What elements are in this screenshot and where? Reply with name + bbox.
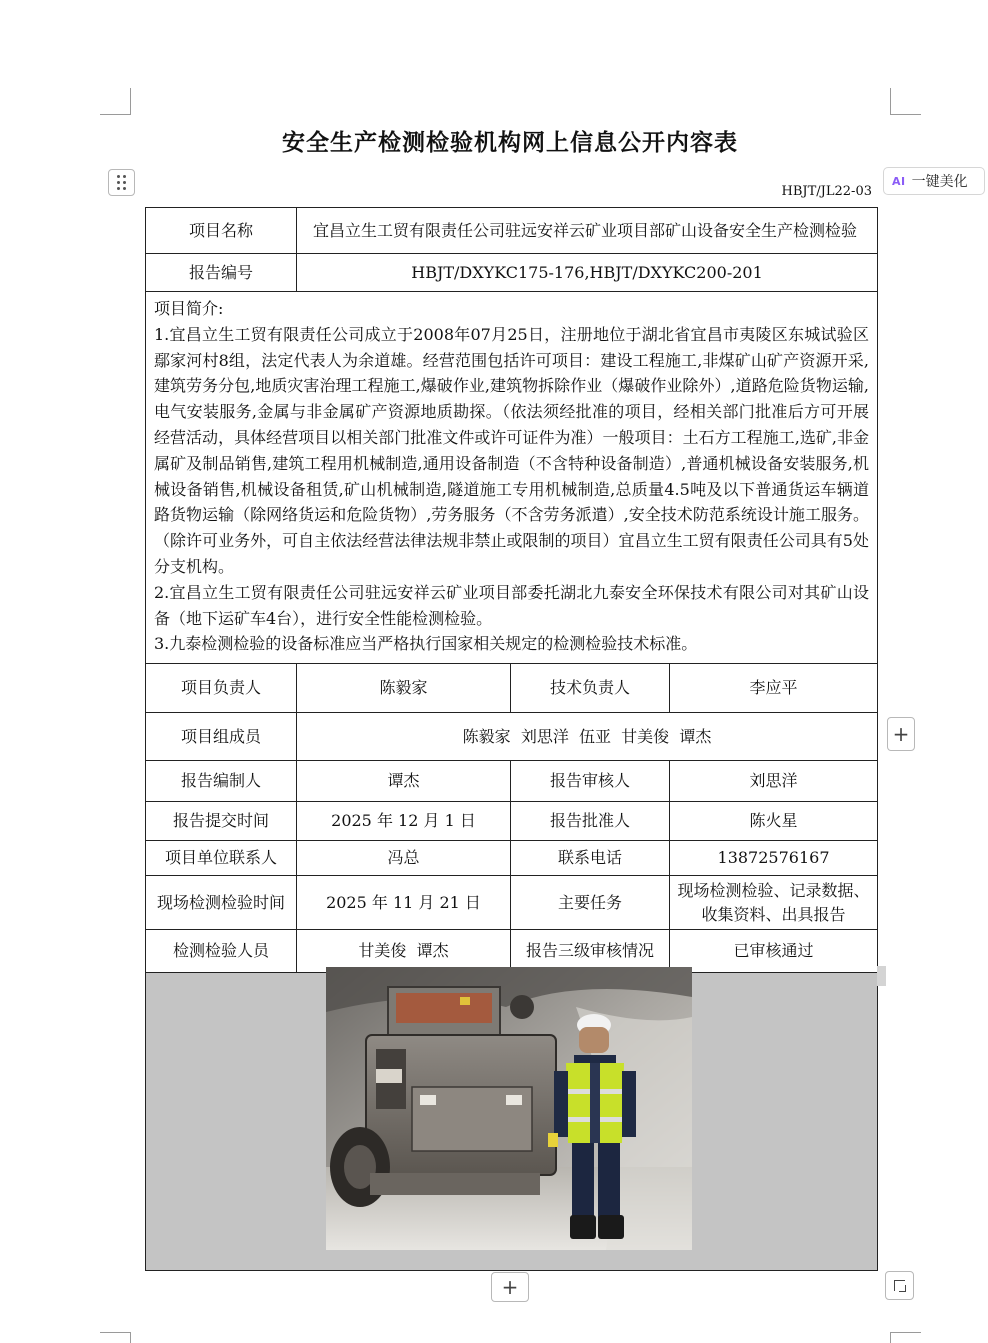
ai-icon: AI [892, 174, 906, 188]
contact-value: 冯总 [297, 841, 511, 876]
table-row [146, 208, 878, 254]
table-row [146, 876, 878, 930]
compiler-value: 谭杰 [297, 761, 511, 802]
tech-leader-value: 李应平 [670, 664, 878, 713]
members-value: 陈毅家 刘思洋 伍亚 甘美俊 谭杰 [297, 713, 878, 761]
table-row [146, 254, 878, 292]
site-inspection-photo-graphic [326, 967, 692, 1250]
reviewer-label: 报告审核人 [511, 761, 670, 802]
phone-label: 联系电话 [511, 841, 670, 876]
review-label: 报告三级审核情况 [511, 930, 670, 973]
page-corner-top-right [890, 88, 921, 115]
leader-value: 陈毅家 [297, 664, 511, 713]
table-row [146, 841, 878, 876]
inspect-time-value: 2025 年 11 月 21 日 [297, 876, 511, 930]
task-label: 主要任务 [511, 876, 670, 930]
project-intro [146, 292, 878, 664]
add-row-button[interactable] [887, 717, 915, 751]
expand-icon[interactable] [885, 1271, 914, 1300]
reviewer-value: 刘思洋 [670, 761, 878, 802]
add-block-button[interactable] [491, 1272, 529, 1302]
approver-label: 报告批准人 [511, 802, 670, 841]
project-name-label: 项目名称 [146, 208, 297, 254]
page-corner-bottom-left [100, 1332, 131, 1343]
task-value: 现场检测检验、记录数据、收集资料、出具报告 [670, 876, 878, 930]
contact-label: 项目单位联系人 [146, 841, 297, 876]
ai-beautify-label: 一键美化 [911, 174, 968, 190]
table-row [146, 664, 878, 713]
intro-paragraph-2: 2.宜昌立生工贸有限责任公司驻远安祥云矿业项目部委托湖北九泰安全环保技术有限公司对其矿山设备（地下运矿车4台），进行安全性能检测检验。 [154, 582, 870, 628]
drag-handle-icon[interactable] [108, 169, 135, 196]
inspectors-value: 甘美俊 谭杰 [297, 930, 511, 973]
plus-icon: + [501, 1275, 519, 1299]
ai-beautify-button[interactable] [883, 167, 985, 195]
table-row [146, 802, 878, 841]
report-no-value: HBJT/DXYKC175-176,HBJT/DXYKC200-201 [297, 254, 878, 292]
scroll-indicator[interactable] [877, 966, 886, 986]
intro-paragraph-3: 3.九泰检测检验的设备标准应当严格执行国家相关规定的检测检验技术标准。 [154, 634, 698, 654]
approver-value: 陈火星 [670, 802, 878, 841]
plus-icon: + [892, 722, 910, 746]
project-name-value: 宜昌立生工贸有限责任公司驻远安祥云矿业项目部矿山设备安全生产检测检验 [297, 208, 878, 254]
inspectors-label: 检测检验人员 [146, 930, 297, 973]
form-code: HBJT/JL22-03 [781, 184, 872, 199]
compiler-label: 报告编制人 [146, 761, 297, 802]
phone-value: 13872576167 [670, 841, 878, 876]
review-status-value: 已审核通过 [670, 930, 878, 973]
intro-label: 项目简介: [154, 299, 224, 318]
tech-leader-label: 技术负责人 [511, 664, 670, 713]
table-row [146, 292, 878, 664]
intro-paragraph-1: 1.宜昌立生工贸有限责任公司成立于2008年07月25日，注册地位于湖北省宜昌市夷陵区东城试验区鄢家河村8组，法定代表人为余道雄。经营范围包括许可项目：建设工程施工,非煤矿山矿产资源开采,建筑劳务分包,地质灾害治理工程施工,爆破作业,建筑物拆除作业（爆破作业除外）,道路危险货物运输,电气安装服务,金属与非金属矿产资源地质勘探。（依法须经批准的项目，经相关部门批准后方可开展经营活动，具体经营项目以相关部门批准文件或许可证件为准）一般项目：土石方工程施工,选矿,非金属矿及制品销售,建筑工程用机械制造,通用设备制造（不含特种设备制造）,普通机械设备安装服务,机械设备销售,机械设备租赁,矿山机械制造,隧道施工专用机械制造,总质量4.5吨及以下普通货运车辆道路货物运输（除网络货运和危险货物）,劳务服务（不含劳务派遣）,安全技术防范系统设计施工服务。（除许可业务外，可自主依法经营法律法规非禁止或限制的项目）宜昌立生工贸有限责任公司具有5处分支机构。 [154, 324, 870, 576]
document-title: 安全生产检测检验机构网上信息公开内容表 [282, 129, 738, 156]
table-row [146, 713, 878, 761]
leader-label: 项目负责人 [146, 664, 297, 713]
report-no-label: 报告编号 [146, 254, 297, 292]
page-corner-bottom-right [890, 1332, 921, 1343]
table-row [146, 761, 878, 802]
page-corner-top-left [100, 88, 131, 115]
submit-time-value: 2025 年 12 月 1 日 [297, 802, 511, 841]
submit-time-label: 报告提交时间 [146, 802, 297, 841]
inspect-time-label: 现场检测检验时间 [146, 876, 297, 930]
site-inspection-photo [326, 967, 692, 1250]
members-label: 项目组成员 [146, 713, 297, 761]
